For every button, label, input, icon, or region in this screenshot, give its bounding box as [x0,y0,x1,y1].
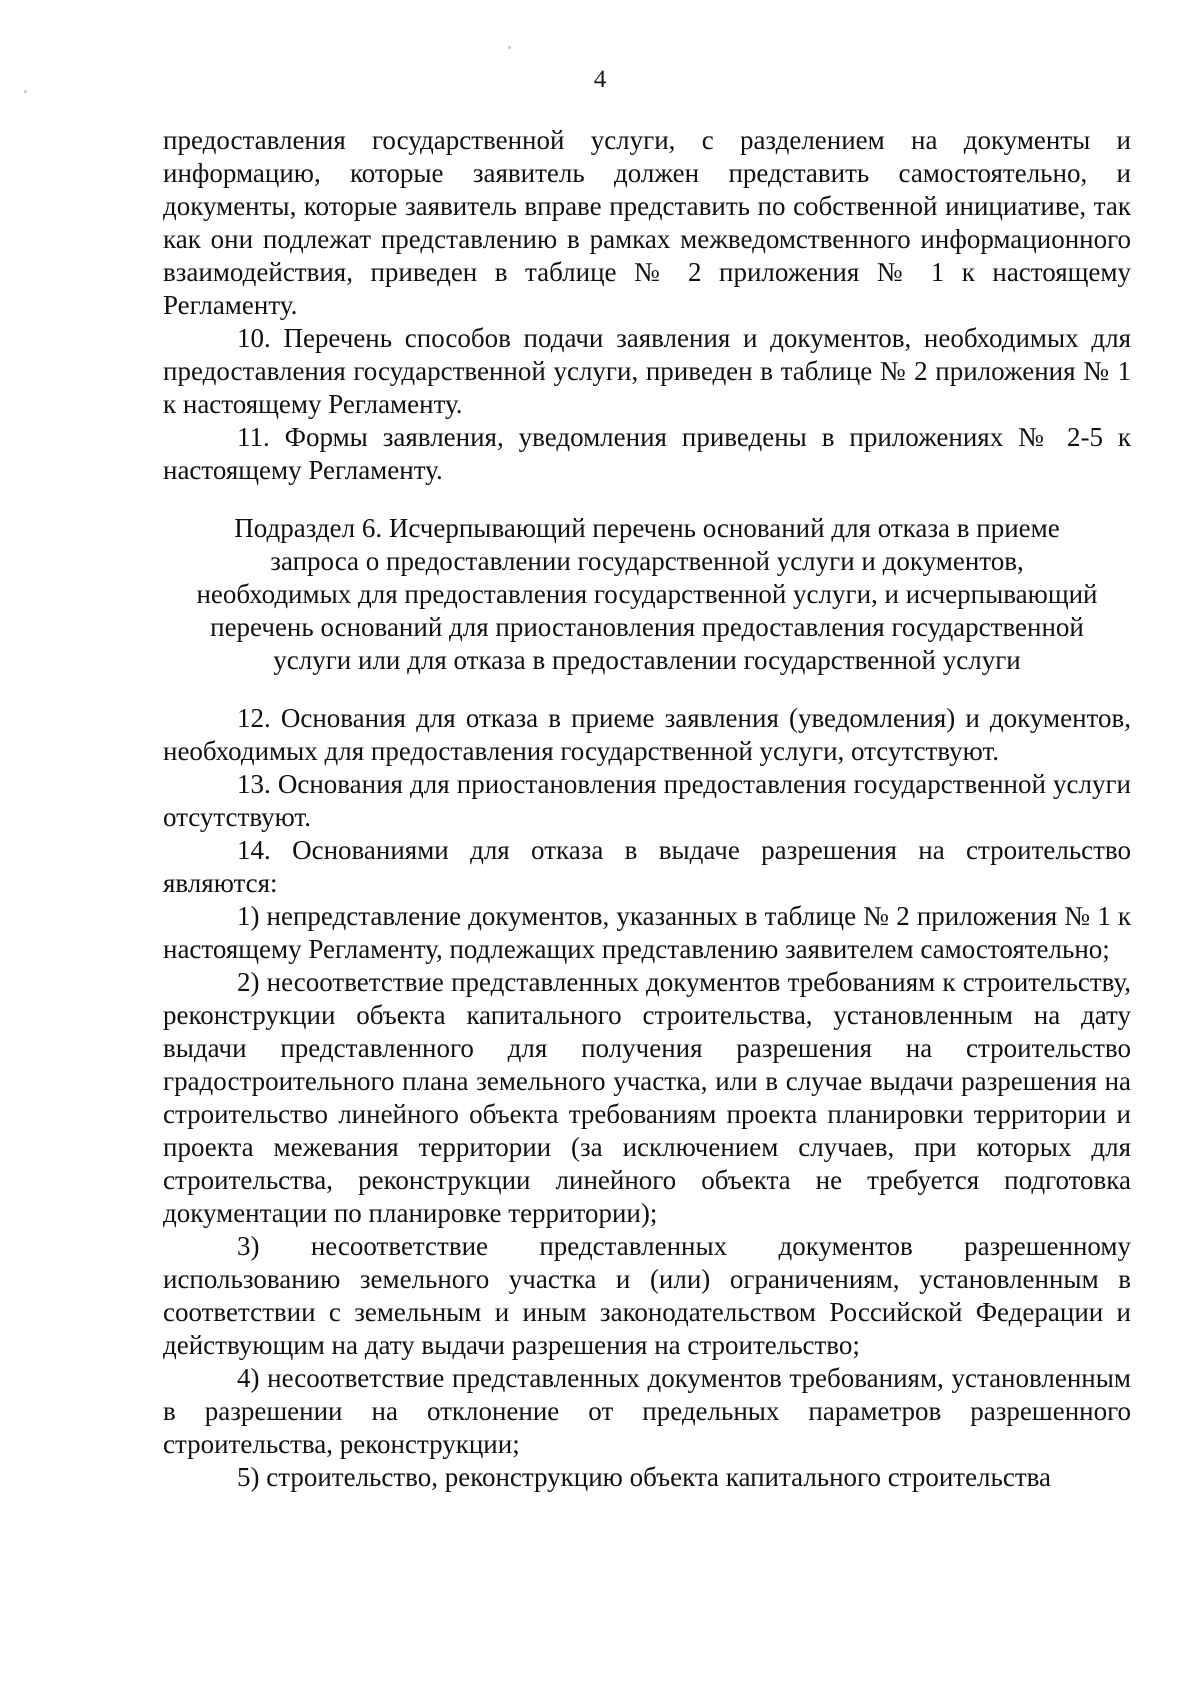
list-item-2: 2) несоответствие представленных документов требованиям к строительству, реконструкции объекта капитального строительства, установленным на дату выдачи представленного для получения разрешения на строительство градостроительного плана земельного участка, или в случае выдачи разрешения на строительство линейного объекта требованиям проекта планировки территории и проекта межевания территории (за исключением случаев, при которых для строительства, реконструкции линейного объекта не требуется подготовка документации по планировке территории); [163,967,1131,1228]
page-number: 4 [593,66,607,93]
list-item-5: 5) строительство, реконструкцию объекта капитального строительства [237,1462,1051,1492]
paragraph-11: 11. Формы заявления, уведомления приведены в приложениях № 2-5 к настоящему Регламенту. [163,422,1131,485]
paragraph-12: 12. Основания для отказа в приеме заявления (уведомления) и документов, необходимых для предоставления государственной услуги, отсутствуют. [163,703,1131,766]
list-item-3: 3) несоответствие представленных документов разрешенному использованию земельного участка и (или) ограничениям, установленным в соответствии с земельным и иным законодательством Российской Федерации и действующим на дату выдачи разрешения на строительство; [163,1231,1131,1360]
heading-line: перечень оснований для приостановления предоставления государственной [210,612,1084,642]
paragraph-13: 13. Основания для приостановления предоставления государственной услуги отсутствуют. [163,769,1131,832]
heading-line: запроса о предоставлении государственной услуги и документов, [270,546,1024,576]
heading-line: необходимых для предоставления государственной услуги, и исчерпывающий [196,579,1098,609]
body-text-bottom [163,702,1131,1494]
intro-paragraph: предоставления государственной услуги, с разделением на документы и информацию, которые заявитель должен представить самостоятельно, и документы, которые заявитель вправе представить по собственной инициативе, так как они подлежат представлению в рамках межведомственного информационного взаимодействия, приведен в таблице № 2 приложения № 1 к настоящему Регламенту. [163,125,1131,320]
heading-line: Подраздел 6. Исчерпывающий перечень оснований для отказа в приеме [234,513,1060,543]
paragraph-10: 10. Перечень способов подачи заявления и документов, необходимых для предоставления государственной услуги, приведен в таблице № 2 приложения № 1 к настоящему Регламенту. [163,323,1131,419]
scan-artifact [508,46,511,49]
paragraph-14: 14. Основаниями для отказа в выдаче разрешения на строительство являются: [163,835,1131,898]
subsection-6-heading [163,512,1131,677]
list-item-4: 4) несоответствие представленных документов требованиям, установленным в разрешении на отклонение от предельных параметров разрешенного строительства, реконструкции; [163,1363,1131,1459]
heading-line: услуги или для отказа в предоставлении государственной услуги [273,645,1021,675]
body-text-top [163,124,1131,487]
list-item-1: 1) непредставление документов, указанных в таблице № 2 приложения № 1 к настоящему Регламенту, подлежащих представлению заявителем самостоятельно; [163,901,1131,964]
